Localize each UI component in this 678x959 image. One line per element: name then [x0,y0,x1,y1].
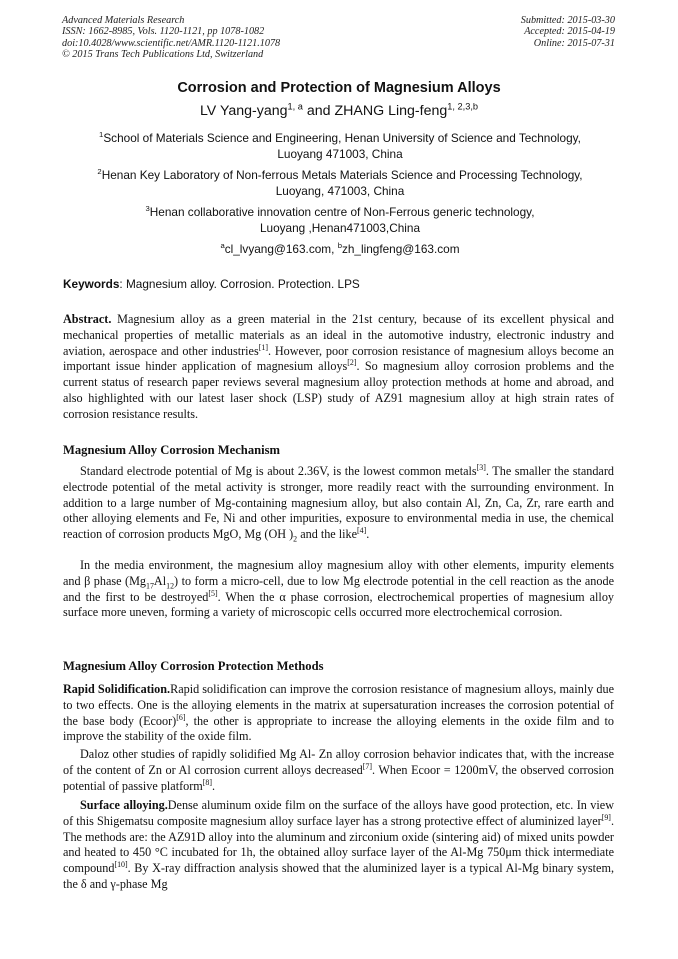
affiliation-line: Henan Key Laboratory of Non-ferrous Metals Materials Science and Processing Technology, [101,168,583,182]
abstract-label: Abstract. [63,312,112,326]
publication-dates [395,15,615,49]
affiliation-2 [60,167,620,199]
paragraph-text: Dense aluminum oxide film on the surface of the alloys have good protection, etc. In view of this Shigematsu composite magnesium alloy surface layer has a strong protective effect of aluminized layer [63,798,614,828]
abstract [63,312,614,422]
publication-info [62,15,392,61]
citation[interactable]: [4] [357,525,367,535]
citation[interactable]: [6] [176,712,186,722]
author-line [0,103,678,119]
author-2-sup: 1, 2,3,b [447,101,479,112]
paragraph-text: Rapid solidification can improve the corrosion resistance of magnesium alloys, mainly due to two effects. One is the alloying elements in the matrix at supersaturation increases the corrosion potential of the base body (Ecoor) [63,682,614,728]
paragraph-text: and the like [297,527,358,541]
affiliation-line: School of Materials Science and Engineering, Henan University of Science and Technology, [103,131,581,145]
affiliation-line: Henan collaborative innovation centre of Non-Ferrous generic technology, [149,205,535,219]
author-1-sup: 1, a [287,101,303,112]
author-emails [60,241,620,257]
email-sup-a: a [220,241,225,251]
affiliation-line: Luoyang, 471003, China [275,184,405,198]
email-b[interactable]: zh_lingfeng@163.com [341,242,460,256]
paragraph-text: . When Ecoor = 1200mV, the observed corrosion potential of passive platform [63,762,614,793]
paragraph-text: . [366,527,370,541]
citation[interactable]: [5] [208,588,218,598]
citation[interactable]: [7] [362,761,372,771]
paragraph [63,464,614,543]
affiliation-3 [60,204,620,236]
paper-title: Corrosion and Protection of Magnesium Alloys [177,80,501,96]
paragraph-text: Daloz other studies of rapidly solidified Mg Al- Zn alloy corrosion behavior indicates that, with the increase of the content of Zn or Al corrosion current alloys decreased [63,747,614,777]
paragraph [63,682,614,745]
affiliation-sup: 3 [145,204,150,214]
paragraph [63,558,614,621]
accepted-date: Accepted: 2015-04-19 [524,26,615,38]
author-1-name: LV Yang-yang [199,103,288,119]
paragraph-text: ) to form a micro-cell, due to low Mg electrode potential in the cell reaction as the anode and the first to be destroyed [63,573,614,604]
subscript: 12 [166,581,175,591]
submitted-date: Submitted: 2015-03-30 [520,15,615,26]
paragraph-text: . The smaller the standard electrode potential of the metal activity is stronger, more readily react with the surrounding environment. In addition to a large number of Mg-containing magnesium alloy, but also contain Al, Zn, Ca, Zr, rare earth and other alloying elements and Fe, Ni and other impurities, exposure to environmental media in use, the chemical reaction of corrosion products MgO, Mg (OH ) [63,464,614,541]
paragraph-lead: Surface alloying. [80,798,168,812]
paragraph-text: . The methods are: the AZ91D alloy into the aluminum and zirconium oxide (sintering aid) of mixed units powder and heated to 450 °C incubated for 1h, the obtained alloy surface layer of the Al-Mg 750μm thick intermediate compound [63,813,614,875]
affiliation-sup: 2 [97,167,102,177]
paragraph-text: . When the α phase corrosion, electrochemical properties of magnesium alloy surface more uneven, forming a variety of microscopic cells occurred more electrochemical corrosion. [63,589,615,620]
citation[interactable]: [8] [202,777,213,787]
abstract-text: . So magnesium alloy corrosion problems and the current status of research paper reviews several magnesium alloy protection methods at home and abroad, and also highlighted with our latest laser shock (LSP) study of AZ91 magnesium alloy at high strain rates of corrosion resistance results. [63,359,614,421]
paragraph-text: . By X-ray diffraction analysis showed that the aluminized layer is a typical Al-Mg binary system, the δ and γ-phase Mg [63,861,614,891]
abstract-text: . However, poor corrosion resistance of magnesium alloys become an important issue hinder application of magnesium alloys [63,343,615,374]
author-2-name: ZHANG Ling-feng [334,103,448,119]
section-heading: Magnesium Alloy Corrosion Mechanism [63,443,281,457]
email-sup-b: b [337,241,342,251]
citation[interactable]: [10] [114,859,128,869]
abstract-text: Magnesium alloy as a green material in the 21st century, because of its excellent physical and mechanical properties of metallic materials as an ideal in the automotive industry, electronic industry and aviation, aerospace and other industries [63,312,614,358]
citation[interactable]: [2] [347,358,357,368]
keywords-text: : Magnesium alloy. Corrosion. Protection. LPS [119,277,360,291]
affiliation-line: Luoyang ,Henan471003,China [259,221,421,235]
citation[interactable]: [1] [258,342,268,352]
keywords-label: Keywords [63,277,120,291]
paragraph-text: , the other is appropriate to increase the alloying elements in the oxide film and to improve the stability of the oxide film. [63,713,615,744]
online-date: Online: 2015-07-31 [533,37,615,49]
section-heading: Magnesium Alloy Corrosion Protection Methods [63,659,324,673]
paragraph-lead: Rapid Solidification. [63,682,171,696]
paragraph-text: In the media environment, the magnesium alloy magnesium alloy with other elements, impurity elements and β phase (Mg [63,558,614,588]
copyright-line: © 2015 Trans Tech Publications Ltd, Switzerland [62,49,264,61]
email-a[interactable]: cl_lvyang@163.com, [224,242,338,256]
paragraph [63,747,614,794]
affiliation-1 [60,130,620,162]
keywords [63,277,623,291]
subscript: 2 [293,534,298,544]
author-and: and [302,103,335,119]
paragraph-text: Standard electrode potential of Mg is about 2.36V, is the lowest common metals [80,464,477,478]
citation[interactable]: [3] [476,462,486,472]
journal-name: Advanced Materials Research [62,15,185,26]
citation[interactable]: [9] [601,812,611,822]
paragraph-text: . [212,778,216,793]
affiliation-sup: 1 [99,130,104,140]
issn-line: ISSN: 1662-8985, Vols. 1120-1121, pp 1078-1082 [62,26,265,38]
affiliation-line: Luoyang 471003, China [277,147,403,161]
paragraph [63,798,614,893]
paragraph-text: Al [153,573,167,588]
doi-line[interactable]: doi:10.4028/www.scientific.net/AMR.1120-1121.1078 [62,37,281,49]
subscript: 17 [146,581,154,591]
